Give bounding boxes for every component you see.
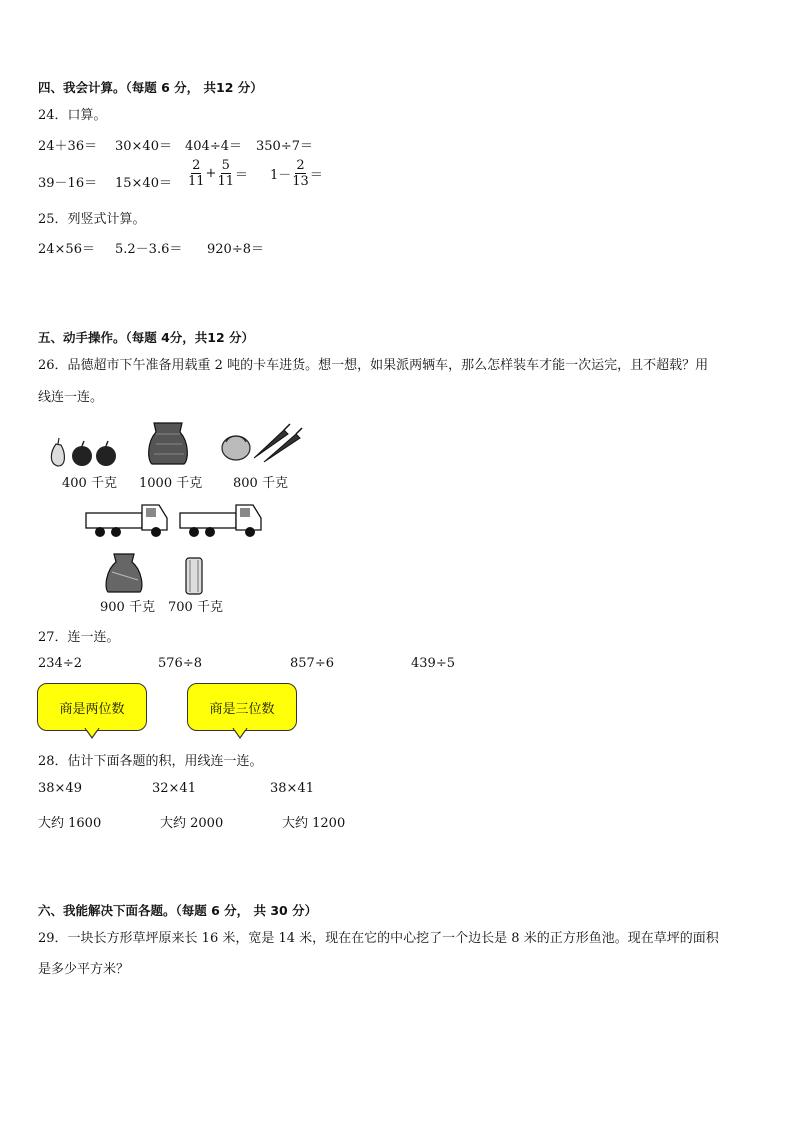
- q25-item: 5.2－3.6＝: [115, 242, 183, 257]
- bubble-tail: [232, 728, 248, 740]
- goods-weight-label: 700 千克: [168, 600, 223, 615]
- q28-item: 38×41: [270, 781, 314, 796]
- q27-item: 234÷2: [38, 656, 82, 671]
- q29-text-line1: 29．一块长方形草坪原来长 16 米，宽是 14 米，现在在它的中心挖了一个边长是 8 米的正方形鱼池。现在草坪的面积: [38, 931, 719, 946]
- q25-item: 920÷8＝: [207, 242, 264, 257]
- q24-item: 30×40＝: [115, 139, 172, 154]
- q28-answer: 大约 1200: [282, 816, 346, 831]
- q28-label: 28．估计下面各题的积，用线连一连。: [38, 754, 263, 769]
- section-6-title: 六、我能解决下面各题。（每题 6 分， 共 30 分）: [38, 903, 318, 918]
- bubble-label: 商是三位数: [209, 701, 275, 717]
- q24-item: 24＋36＝: [38, 139, 98, 154]
- answer-bubble-two-digit: [37, 683, 147, 731]
- equals-sign: ＝: [235, 168, 249, 183]
- goods-weight-label: 800 千克: [233, 476, 288, 491]
- q28-item: 38×49: [38, 781, 82, 796]
- section-5-title: 五、动手操作。（每题 4分，共12 分）: [38, 330, 255, 345]
- q26-text-line2: 线连一连。: [38, 390, 104, 405]
- plus-sign: +: [205, 166, 217, 181]
- q28-answer: 大约 1600: [38, 816, 102, 831]
- bubble-tail: [84, 728, 100, 740]
- q25-label: 25．列竖式计算。: [38, 212, 146, 227]
- fraction: [217, 158, 234, 189]
- answer-bubble-three-digit: [187, 683, 297, 731]
- carrot-icon: [254, 424, 302, 462]
- q26-text-line1: 26．品德超市下午准备用载重 2 吨的卡车进货。想一想，如果派两辆车，那么怎样装车才能一次运完，且不超载？用: [38, 358, 709, 373]
- fraction-numerator: 2: [192, 158, 201, 173]
- bubble-label: 商是两位数: [59, 701, 125, 717]
- goods-weight-label: 1000 千克: [139, 476, 203, 491]
- goods-weight-label: 400 千克: [62, 476, 117, 491]
- q28-item: 32×41: [152, 781, 196, 796]
- q24-fraction-expr-1: [187, 158, 248, 189]
- fraction-denominator: 11: [217, 174, 234, 189]
- goods-trucks-illustration: [44, 420, 306, 615]
- q24-item: 39－16＝: [38, 176, 98, 191]
- q24-item: 404÷4＝: [185, 139, 242, 154]
- sack-icon: [106, 554, 142, 592]
- truck-icon: [180, 505, 261, 537]
- section-4-title: 四、我会计算。（每题 6 分， 共12 分）: [38, 80, 263, 95]
- barrel-icon: [186, 558, 202, 594]
- fraction-denominator: 11: [188, 174, 205, 189]
- fraction-denominator: 13: [292, 174, 309, 189]
- q27-item: 576÷8: [158, 656, 202, 671]
- q27-item: 439÷5: [411, 656, 455, 671]
- q24-fraction-expr-2: [270, 158, 323, 189]
- truck-icon: [86, 505, 167, 537]
- fraction-numerator: 2: [296, 158, 305, 173]
- q24-item: 15×40＝: [115, 176, 172, 191]
- apple-icon: [72, 441, 92, 466]
- sack-icon: [149, 423, 188, 464]
- fraction: [292, 158, 309, 189]
- fraction-numerator: 5: [221, 158, 230, 173]
- q25-item: 24×56＝: [38, 242, 95, 257]
- q27-item: 857÷6: [290, 656, 334, 671]
- fraction: [188, 158, 205, 189]
- one-minus: 1－: [270, 168, 292, 183]
- goods-weight-label: 900 千克: [100, 600, 155, 615]
- q29-text-line2: 是多少平方米？: [38, 962, 130, 977]
- vegetable-icon: [222, 436, 250, 460]
- q28-answer: 大约 2000: [160, 816, 224, 831]
- q24-item: 350÷7＝: [256, 139, 313, 154]
- q27-label: 27．连一连。: [38, 630, 120, 645]
- apple-icon: [96, 441, 116, 466]
- pear-icon: [51, 438, 64, 466]
- equals-sign: ＝: [309, 168, 323, 183]
- q24-label: 24．口算。: [38, 108, 107, 123]
